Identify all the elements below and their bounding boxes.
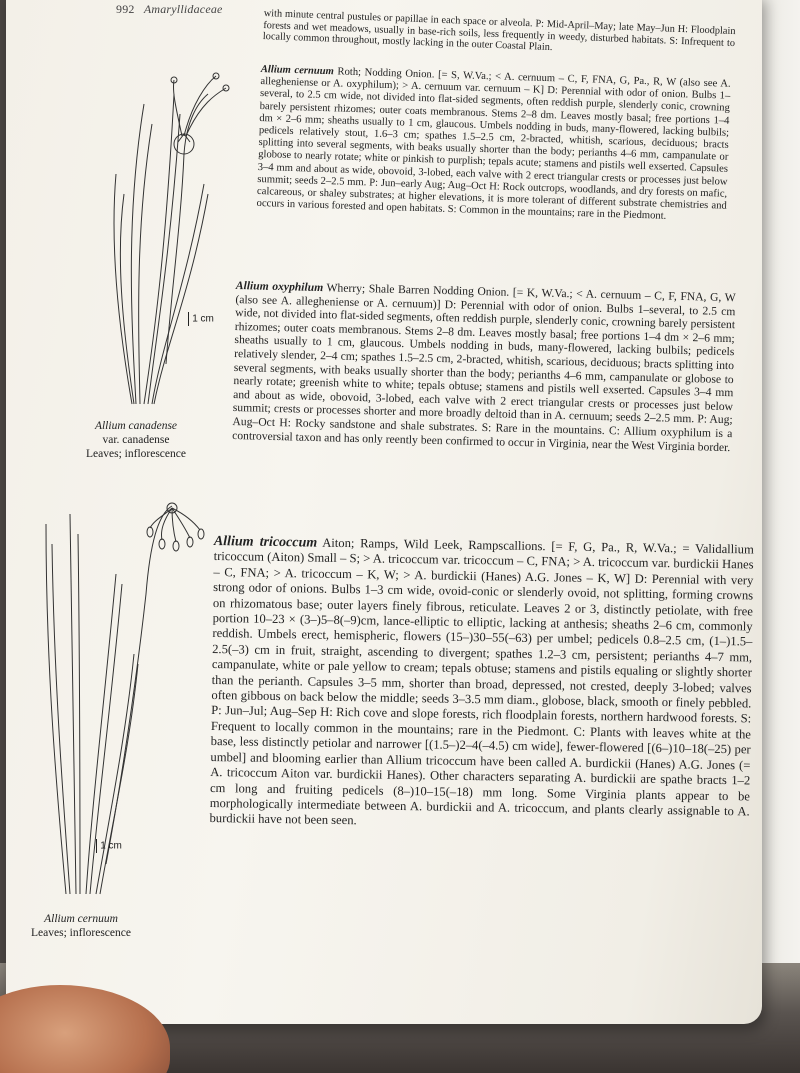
figure-allium-canadense	[96, 64, 256, 414]
family-name: Amaryllidaceae	[143, 2, 223, 16]
caption-var: var. canadense	[102, 434, 170, 446]
caption-parts: Leaves; inflorescence	[31, 927, 131, 939]
caption-name: Allium cernuum	[44, 913, 118, 925]
species-body: Aiton; Ramps, Wild Leek, Rampscallions. [= F, G, Pa., R, W.Va.; = Validallium tricoccum (Aiton) Small – S; > A. tricoccum var. tricoccum – C, FNA; > A. tricoccum var. burdickii Hanes – C, FNA; > A. tricoccum – K, W; > A. burdickii (Hanes) A.G. Jones – K, W] D: Perennial with very strong odor of onions. Bulbs 1–3 cm wide, ovoid-conic or slenderly ovoid, not splitting, forming crowns on rhizomatous base; outer layers finely fibrous, reticulate. Leaves 2 or 3, distinctly petiolate, with free portion 10–23 × (3–)5–8(–9)cm, lance-elliptic to elliptic, lacking at anthesis; sheaths 2–6 cm, commonly reddish. Umbels erect, hemispheric, flowers (15–)30–55(–63) per umbel; pedicels 0.8–2.5 cm, (1–)1.5–2.5(–3) cm in fruit, straight, ascending to divergent; spathes 1.2–3 cm, persistent; perianths 4–7 mm, campanulate, white or pale yellow to cream; tepals obtuse; stamens and pistils equaling or slightly shorter than the perianth. Capsules 3–5 mm, shorter than broad, depressed, not crested, deeply 3-lobed; valves often gibbous on back below the middle; seeds 3–3.5 mm diam., globose, black, smooth or finely pebbled. P: Jun–Jul; Aug–Sep H: Rich cove and slope forests, rich floodplain forests, northern hardwood forests. S: Frequent to locally common in the mountains; rare in the Piedmont. C: Plants with leaves white at the base, less distinctly petiolar and narrower [(1.5–)2–4(–4.5) cm wide], fewer-flowered [(6–)10–18(–25) per umbel] and blooming earlier than Allium tricoccum have been called A. burdickii (Hanes) A.G. Jones (= A. tricoccum Aiton var. burdickii Hanes). Other characters separating A. burdickii are spathe bracts 1–2 cm long and fruiting pedicels (8–)10–15(–18) mm long. Some Virginia plants appear to be morphologically intermediate between A. burdickii and A. tricoccum, and plants clearly assignable to A. burdickii have not been seen.	[209, 535, 754, 828]
species-body: Wherry; Shale Barren Nodding Onion. [= K, W.Va.; < A. cernuum – C, F, FNA, G, W (also see A. allegheniense or A. cernuum)] D: Perennial with odor of onion. Bulbs 1–several, to 2.5 cm wide, not divided into flat-sided segments, often reddish purple, slenderly conic, crowning barely persistent rhizomes; outer coats membranous. Stems 2–8 dm. Leaves mostly basal; free portions 1–4 dm × 2–6 mm; sheaths usually to 1 cm, glaucous. Umbels nodding in buds, many-flowered, lacking bulbils; pedicels relatively slender, 2–4 cm; spathes 1.5–2.5 cm, 2-bracted, whitish, scarious, deciduous; bracts splitting into several segments, with beaks usually shorter than the body; perianths 4–6 mm, campanulate or globose to nearly rotate; greenish white to white; tepals obtuse; stamens and pistils well exserted. Capsules 3–4 mm and about as wide, obovoid, 3-lobed, each valve with 2 erect triangular crests or processes just below summit; crests or processes shorter and more broadly deltoid than in A. cernuum; seeds 2–2.5 mm. P: Aug; Aug–Oct H: Rocky sandstone and shale substrates. S: Rare in the mountains. C: Allium oxyphilum is a controversial taxon and has only reently been confirmed to occur in Virginia, near the West Virginia border.	[232, 281, 736, 454]
entry-allium-tricoccum	[209, 534, 754, 835]
entry-allium-oxyphilum	[232, 279, 736, 454]
book-page	[6, 0, 762, 1024]
species-body: Roth; Nodding Onion. [= S, W.Va.; < A. cernuum – C, F, FNA, G, Pa., R, W (also see A. allegheniense or A. oxyphilum); > A. cernuum var. cernuum – K] D: Perennial with odor of onion. Bulbs 1–several, to 2.5 cm wide, not divided into flat-sided segments, often reddish purple, slenderly conic, crowning barely persistent rhizomes; outer coats membranous. Stems 2–8 dm. Leaves mostly basal; free portions 1–4 dm × 2–6 mm; sheaths usually to 1 cm, glaucous. Umbels nodding in buds, many-flowered, lacking bulbils; pedicels relatively stout, 1.6–3 cm; spathes 1.5–2.5 cm, 2-bracted, whitish, scarious, deciduous; bracts splitting into several segments, with beaks usually shorter than the body; perianths 4–6 mm, campanulate or globose to nearly rotate; white or pinkish to purplish; tepals acute; stamens and pistils well exserted. Capsules 3–4 mm and about as wide, obovoid, 3-lobed, each valve with 2 erect triangular crests or processes just below summit; seeds 2–2.5 mm. P: Jun–early Aug; Aug–Oct H: Rock outcrops, woodlands, and dry forests on mafic, calcareous, or shaley substrates; at higher elevations, it is more tolerant of different substrate chemistries and occurs in various forested and open habitats. S: Common in the mountains; rare in the Piedmont.	[256, 66, 731, 223]
scale-bar-1: 1 cm	[188, 312, 214, 326]
caption-name: Allium canadense	[94, 420, 178, 432]
page-content	[6, 0, 762, 1024]
continuation-paragraph: with minute central pustules or papillae in each space or alveola. P: Mid-April–May; late May–Jun H: Floodplain forests and wet meadows, usually in base-rich soils, less frequently in weedy, disturbed habitats. S: Infrequent to locally common throughout, mostly lacking in the outer Coastal Plain.	[262, 8, 736, 54]
running-header	[116, 2, 223, 17]
figure-caption-cernuum	[16, 912, 146, 940]
entry-allium-cernuum	[256, 64, 730, 225]
page-number: 992	[116, 2, 135, 16]
species-name: Allium tricoccum	[213, 534, 318, 551]
scale-bar-2: 1 cm	[96, 839, 122, 853]
species-name: Allium oxyphilum	[235, 279, 324, 295]
figure-caption-canadense	[66, 419, 206, 461]
figure-allium-cernuum	[26, 484, 226, 904]
plant-drawing-canadense	[96, 64, 256, 414]
plant-drawing-cernuum	[26, 484, 226, 904]
caption-parts: Leaves; inflorescence	[86, 448, 186, 460]
species-name: Allium cernuum	[260, 64, 335, 78]
continuation-text	[263, 8, 736, 61]
